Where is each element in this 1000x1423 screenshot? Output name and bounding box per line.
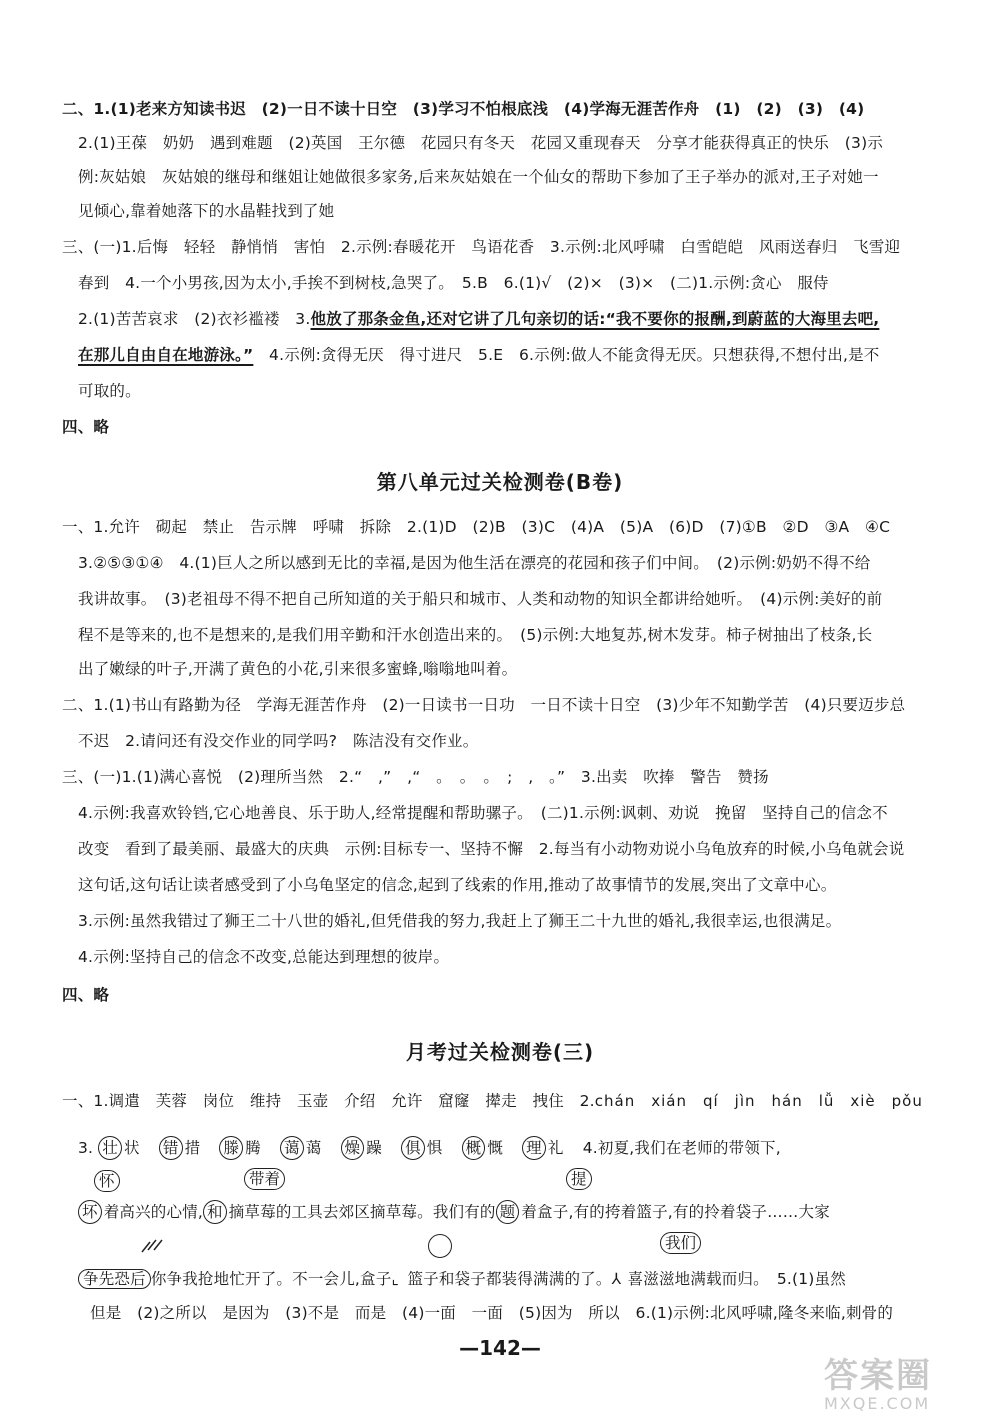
answer-line xyxy=(62,1090,923,1112)
answer-line: 3.示例:虽然我错过了狮王二十八世的婚礼,但凭借我的努力,我赶上了狮王二十九世的婚礼,我很幸运,也很满足。 xyxy=(78,912,842,930)
answer-line xyxy=(78,308,879,330)
answer-line: 三、(一)1.(1)满心喜悦 (2)理所当然 2.“ ,” ,“ 。 。 。 ; , 。” 3.出卖 吹捧 警告 赞扬 xyxy=(62,768,769,786)
insert-caret: ⅄ xyxy=(611,1270,622,1288)
answer-line: 二、1.(1)书山有路勤为径 学海无涯苦作舟 (2)一日读书一日功 一日不读十日空 (3)少年不知勤学苦 (4)只要迈步总 xyxy=(62,696,906,714)
answer-line: 改变 看到了最美丽、最盛大的庆典 示例:目标专一、坚持不懈 2.每当有小动物劝说小乌龟放弃的时候,小乌龟就会说 xyxy=(78,840,905,858)
answer-line xyxy=(78,344,880,366)
answer-text: 一、1.调遣 芙蓉 岗位 维持 玉壶 介绍 允许 窟窿 撵走 拽住 2. xyxy=(62,1092,595,1110)
circled-char: 坏 xyxy=(78,1200,102,1224)
circled-char: 概 xyxy=(462,1136,486,1160)
answer-text: 着高兴的心情, xyxy=(103,1203,204,1221)
answer-line: 3.②⑤③①④ 4.(1)巨人之所以感到无比的幸福,是因为他生活在漂亮的花园和孩子们中间。 (2)示例:奶奶不得不给 xyxy=(78,554,871,572)
answer-text: 喜滋滋地满载而归。 5.(1)虽然 xyxy=(627,1270,846,1288)
answer-line: 二、1.(1)老来方知读书迟 (2)一日不读十日空 (3)学习不怕根底浅 (4)学海无涯苦作舟 (1) (2) (3) (4) xyxy=(62,100,865,118)
section-heading: 四、略 xyxy=(62,418,110,436)
watermark-url: MXQE.COM xyxy=(824,1394,931,1413)
circled-char: 壮 xyxy=(98,1136,122,1160)
pair-char: 慨 xyxy=(487,1139,504,1157)
answer-line xyxy=(78,1136,781,1160)
test-title: 第八单元过关检测卷(B卷) xyxy=(376,470,624,494)
section-heading: 四、略 xyxy=(62,986,110,1004)
answer-line: 我讲故事。 (3)老祖母不得不把自己所知道的关于船只和城市、人类和动物的知识全都讲给她听。 (4)示例:美好的前 xyxy=(78,590,883,608)
answer-line: 这句话,这句话让读者感受到了小乌龟坚定的信念,起到了线索的作用,推动了故事情节的发展,突出了文章中心。 xyxy=(78,876,837,894)
pair-char: 惧 xyxy=(426,1139,443,1157)
pair-char: 状 xyxy=(124,1139,140,1157)
answer-text: 3. xyxy=(78,1139,94,1157)
pair-char: 蔼 xyxy=(305,1139,322,1157)
watermark-text: 答案圈 xyxy=(824,1356,932,1396)
answer-text: 摘草莓的工具去郊区摘草莓。我们有的 xyxy=(228,1203,496,1221)
pair-char: 腾 xyxy=(245,1139,261,1157)
circled-char: 理 xyxy=(522,1136,546,1160)
answer-line: 不迟 2.请问还有没交作业的同学吗? 陈洁没有交作业。 xyxy=(78,732,479,750)
circled-char: 燥 xyxy=(341,1136,365,1160)
circled-char: 题 xyxy=(496,1200,520,1224)
answer-line xyxy=(78,1268,846,1290)
correction-mark: 提 xyxy=(566,1168,592,1190)
answer-line: 一、1.允许 砌起 禁止 告示牌 呼啸 拆除 2.(1)D (2)B (3)C (4)A (5)A (6)D (7)①B ②D ③A ④C xyxy=(62,518,891,536)
answer-line: 例:灰姑娘 灰姑娘的继母和继姐让她做很多家务,后来灰姑娘在一个仙女的帮助下参加了王子举办的派对,王子对她一 xyxy=(78,168,879,186)
circled-char: 错 xyxy=(159,1136,183,1160)
test-title: 月考过关检测卷(三) xyxy=(405,1040,595,1064)
answer-text: 4.示例:贪得无厌 得寸进尺 5.E 6.示例:做人不能贪得无厌。只想获得,不想付出,是不 xyxy=(269,346,880,364)
answer-line: 可取的。 xyxy=(78,382,141,400)
circled-char: 俱 xyxy=(401,1136,425,1160)
answer-line: 见倾心,靠着她落下的水晶鞋找到了她 xyxy=(78,202,335,220)
answer-line: 程不是等来的,也不是想来的,是我们用辛勤和汗水创造出来的。 (5)示例:大地复苏,树木发芽。柿子树抽出了枝条,长 xyxy=(78,626,873,644)
correction-mark: 怀 xyxy=(94,1170,120,1192)
answer-line: 4.示例:我喜欢铃铛,它心地善良、乐于助人,经常提醒和帮助骡子。 (二)1.示例:讽刺、劝说 挽留 坚持自己的信念不 xyxy=(78,804,888,822)
underlined-answer: 他放了那条金鱼,还对它讲了几句亲切的话:“我不要你的报酬,到蔚蓝的大海里去吧, xyxy=(310,310,880,328)
pair-char: 措 xyxy=(184,1139,201,1157)
answer-text: 2.(1)苦苦哀求 (2)衣衫褴褛 3. xyxy=(78,310,311,328)
answer-line: 三、(一)1.后悔 轻轻 静悄悄 害怕 2.示例:春暖花开 鸟语花香 3.示例:北风呼啸 白雪皑皑 风雨送春归 飞雪迎 xyxy=(62,238,901,256)
answer-line: 出了嫩绿的叶子,开满了黄色的小花,引来很多蜜蜂,嗡嗡地叫着。 xyxy=(78,660,518,678)
answer-text: 篮子和袋子都装得满满的了。 xyxy=(407,1270,612,1288)
correction-mark: 我们 xyxy=(660,1232,701,1254)
answer-line: 2.(1)王葆 奶奶 遇到难题 (2)英国 王尔德 花园只有冬天 花园又重现春天 分享才能获得真正的快乐 (3)示 xyxy=(78,134,884,152)
watermark-logo xyxy=(824,1358,974,1414)
circled-char: 和 xyxy=(203,1200,227,1224)
underlined-answer: 在那儿自由自在地游泳。” xyxy=(78,346,254,364)
insert-caret: ⌞ xyxy=(391,1270,399,1288)
answer-line: 但是 (2)之所以 是因为 (3)不是 而是 (4)一面 一面 (5)因为 所以 6.(1)示例:北风呼啸,隆冬来临,刺骨的 xyxy=(90,1304,894,1322)
circled-char: 滕 xyxy=(219,1136,243,1160)
page-number: —142— xyxy=(459,1336,541,1360)
pair-char: 礼 xyxy=(547,1139,564,1157)
answer-line: 4.示例:坚持自己的信念不改变,总能达到理想的彼岸。 xyxy=(78,948,450,966)
answer-text: 着盒子,有的挎着篮子,有的拎着袋子……大家 xyxy=(521,1203,830,1221)
circled-char: 蔼 xyxy=(280,1136,304,1160)
circled-phrase: 争先恐后 xyxy=(78,1269,151,1289)
answer-text: 你争我抢地忙开了。不一会儿,盒子 xyxy=(150,1270,392,1288)
pinyin-answers: chán xián qí jìn hán lǚ xiè pǒu xyxy=(594,1092,923,1110)
answer-text: 4.初夏,我们在老师的带领下, xyxy=(582,1139,781,1157)
correction-mark: 带着 xyxy=(244,1168,285,1190)
answer-line xyxy=(78,1200,830,1224)
insert-circle xyxy=(428,1234,452,1258)
answer-line: 春到 4.一个小男孩,因为太小,手挨不到树枝,急哭了。 5.B 6.(1)√ (2)× (3)× (二)1.示例:贪心 服侍 xyxy=(78,274,829,292)
pair-char: 躁 xyxy=(366,1139,382,1157)
insert-mark-icon xyxy=(140,1236,170,1256)
